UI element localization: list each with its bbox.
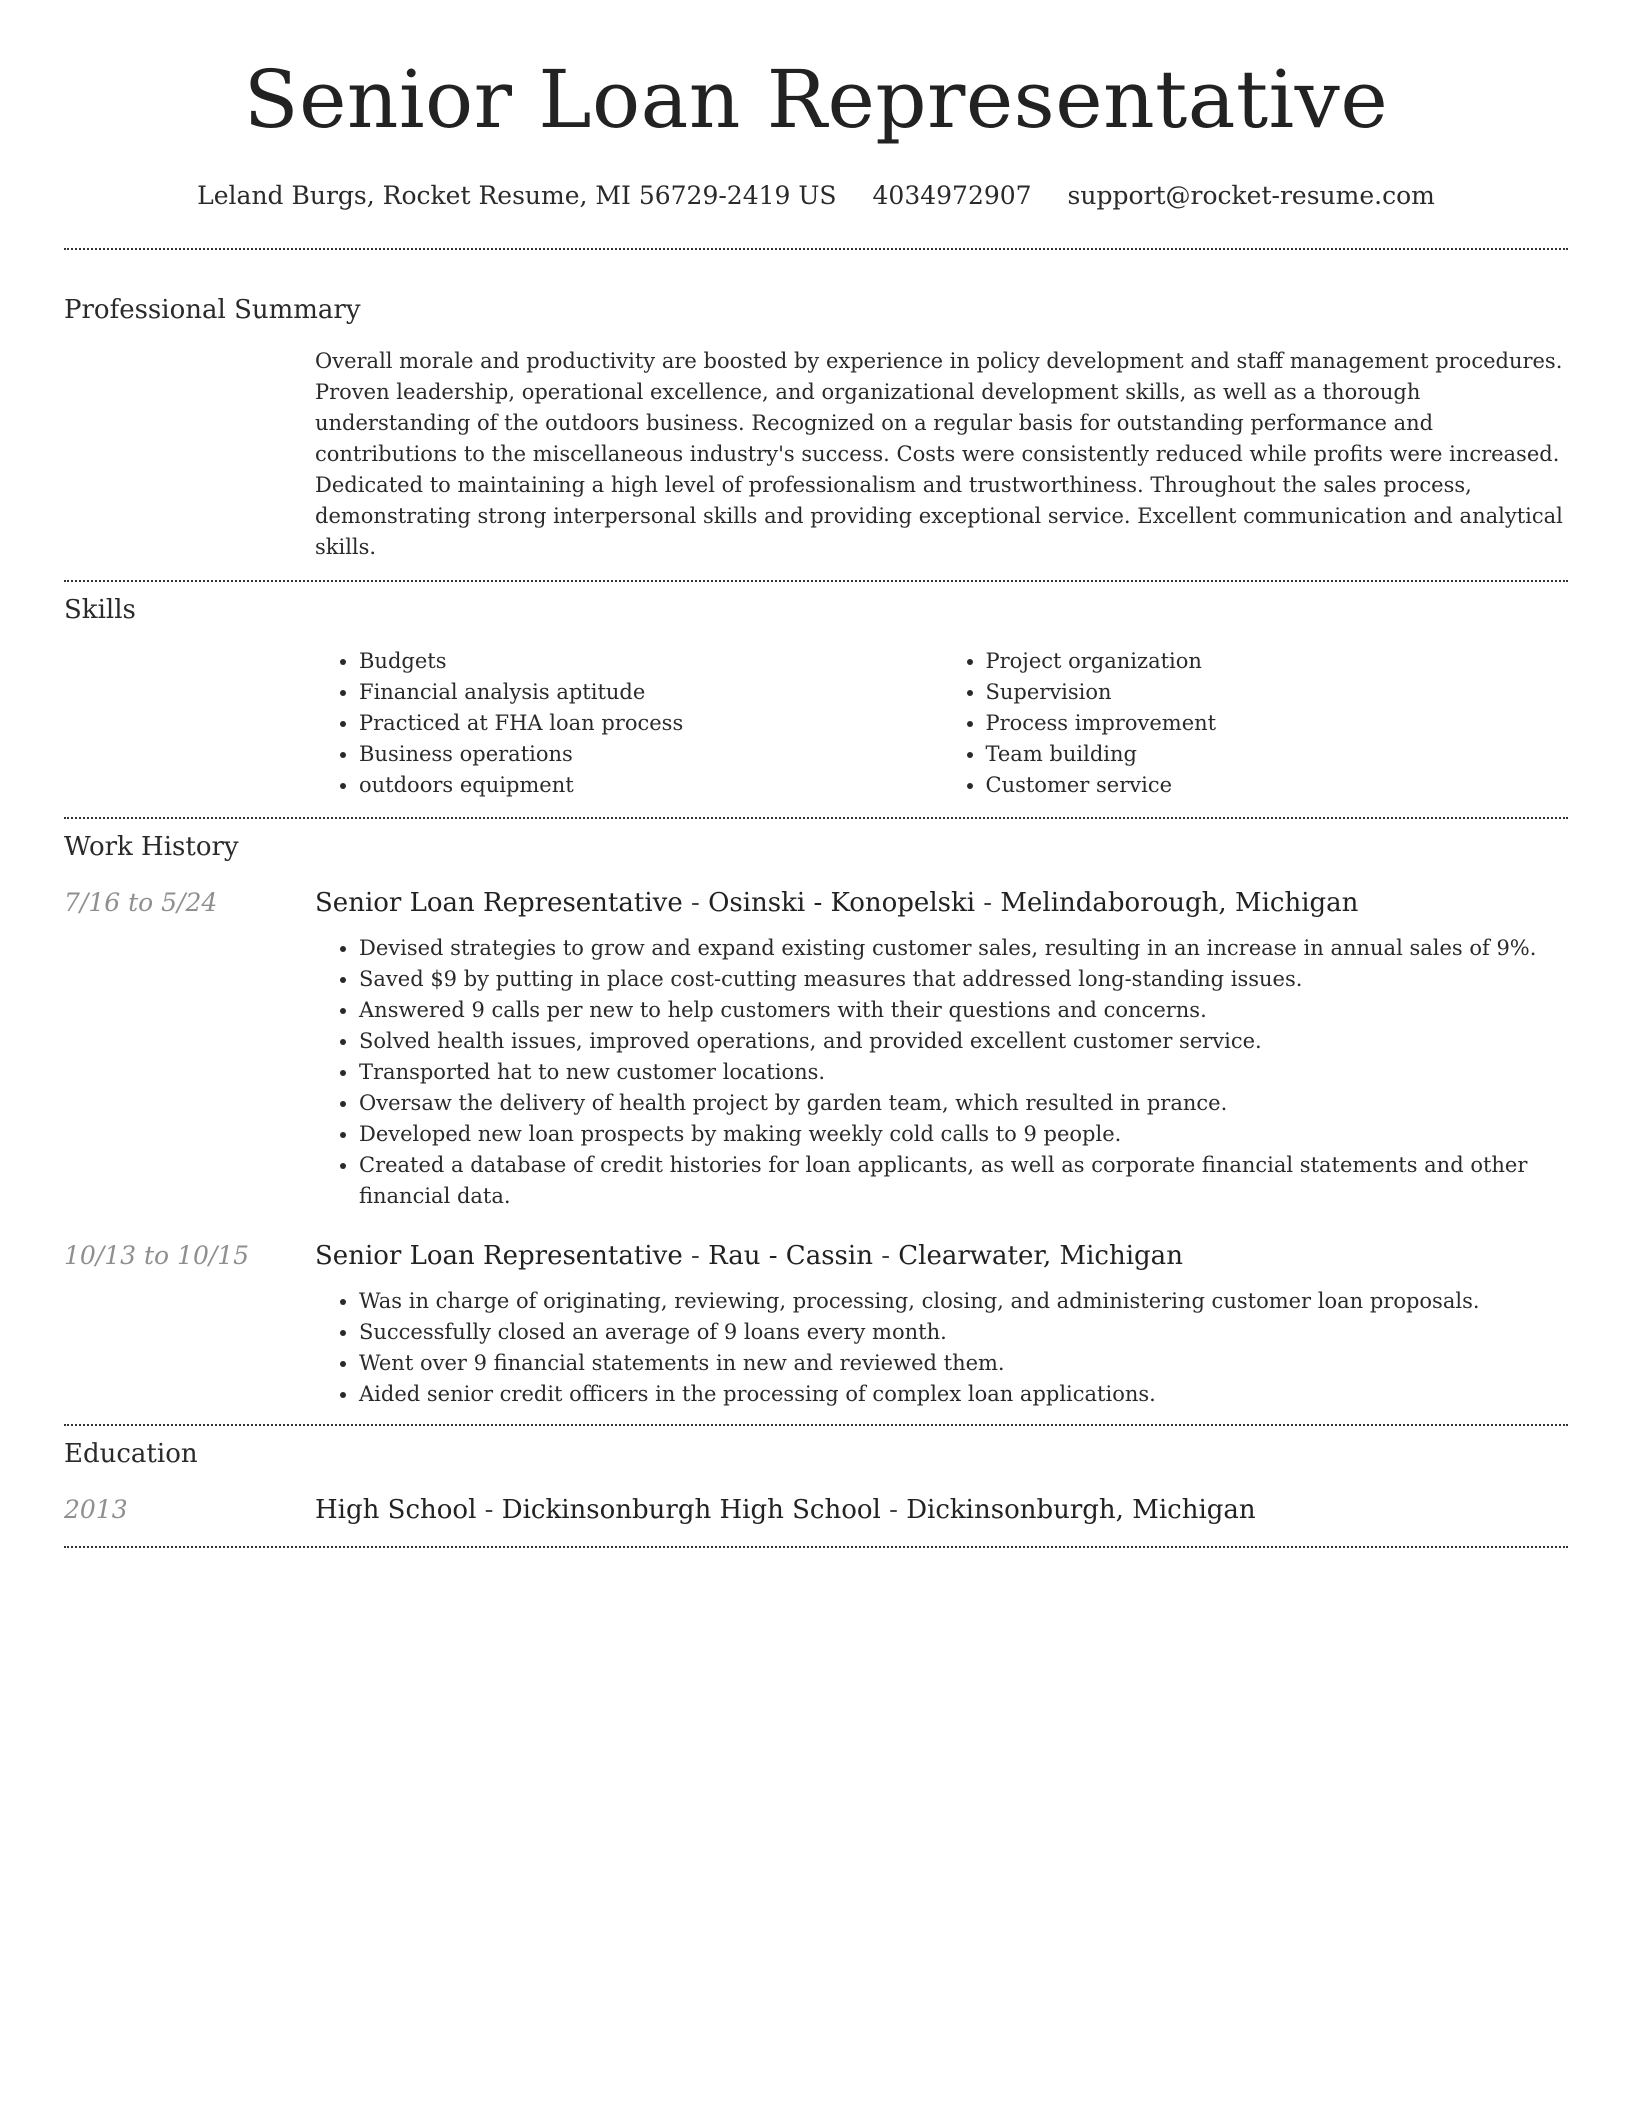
job-bullet: • Transported hat to new customer locations. [359,1057,1568,1088]
job-title: Senior Loan Representative [315,1241,683,1271]
summary-section [64,294,1568,580]
skill-item: • Financial analysis aptitude [359,677,942,708]
education-school: Dickinsonburgh High School [501,1495,881,1525]
contact-address: Leland Burgs, Rocket Resume, MI 56729-2419 US [197,181,837,210]
job-dates: 7/16 to 5/24 [64,888,218,917]
separator: - [872,1241,899,1271]
skills-section [64,594,1568,817]
job-dates: 10/13 to 10/15 [64,1241,250,1270]
divider [64,1424,1568,1426]
skill-item: • Budgets [359,646,942,677]
education-heading [315,1494,1256,1526]
job-bullets [315,1286,1568,1410]
divider [64,580,1568,582]
job-company: Osinski - Konopelski [708,888,976,918]
job-bullet: • Saved $9 by putting in place cost-cutting measures that addressed long-standing issues. [359,964,1568,995]
education-section [64,1438,1568,1546]
separator: - [880,1495,907,1525]
work-section [64,831,1568,1424]
job-entry [64,887,1568,1212]
job-heading [315,1240,1183,1272]
job-bullet: • Successfully closed an average of 9 loans every month. [359,1317,1568,1348]
skill-item: • Practiced at FHA loan process [359,708,942,739]
job-bullet: • Solved health issues, improved operations, and provided excellent customer service. [359,1026,1568,1057]
job-bullet: • Went over 9 financial statements in new and reviewed them. [359,1348,1568,1379]
job-heading [315,887,1358,919]
separator: - [975,888,1001,918]
skill-item: • Process improvement [986,708,1569,739]
job-bullet: • Aided senior credit officers in the processing of complex loan applications. [359,1379,1568,1410]
skill-item: • Project organization [986,646,1569,677]
separator: - [682,888,709,918]
job-company: Rau - Cassin [708,1241,873,1271]
job-title: Senior Loan Representative [315,888,683,918]
education-degree: High School [315,1495,477,1525]
job-entry [64,1240,1568,1424]
education-location: Dickinsonburgh, Michigan [906,1495,1256,1525]
contact-email: support@rocket-resume.com [1067,181,1435,210]
job-bullet: • Created a database of credit histories for loan applicants, as well as corporate financial statements and other financial data. [359,1150,1568,1212]
skills-list-right [942,646,1569,801]
job-location: Melindaborough, Michigan [1000,888,1359,918]
job-bullets [315,933,1568,1212]
job-bullet: • Answered 9 calls per new to help customers with their questions and concerns. [359,995,1568,1026]
skill-item: • Supervision [986,677,1569,708]
divider [64,248,1568,250]
job-location: Clearwater, Michigan [898,1241,1183,1271]
resume-name: Senior Loan Representative [243,53,1389,146]
separator: - [476,1495,502,1525]
skill-item: • Customer service [986,770,1569,801]
education-year: 2013 [64,1495,128,1524]
contact-line [64,180,1568,212]
contact-phone: 4034972907 [872,181,1032,210]
summary-text: Overall morale and productivity are boosted by experience in policy development and staff management procedures. Proven leadership, operational excellence, and organizational development skills, as well as a thorough understanding of the outdoors business. Recognized on a regular basis for outstanding performance and contributions to the miscellaneous industry's success. Costs were consistently reduced while profits were increased. Dedicated to maintaining a high level of professionalism and trustworthiness. Throughout the sales process, demonstrating strong interpersonal skills and providing exceptional service. Excellent communication and analytical skills. [315,349,1563,559]
job-bullet: • Oversaw the delivery of health project by garden team, which resulted in prance. [359,1088,1568,1119]
education-entry [64,1494,1568,1546]
separator: - [682,1241,709,1271]
skill-item: • Team building [986,739,1569,770]
divider [64,1546,1568,1548]
job-bullet: • Developed new loan prospects by making weekly cold calls to 9 people. [359,1119,1568,1150]
skills-list-left [315,646,942,801]
skill-item: • Business operations [359,739,942,770]
education-title: Education [64,1439,198,1469]
skills-title: Skills [64,595,136,625]
summary-title: Professional Summary [64,295,361,325]
skill-item: • outdoors equipment [359,770,942,801]
work-title: Work History [64,832,239,862]
job-bullet: • Was in charge of originating, reviewing, processing, closing, and administering customer loan proposals. [359,1286,1568,1317]
divider [64,817,1568,819]
job-bullet: • Devised strategies to grow and expand existing customer sales, resulting in an increase in annual sales of 9%. [359,933,1568,964]
